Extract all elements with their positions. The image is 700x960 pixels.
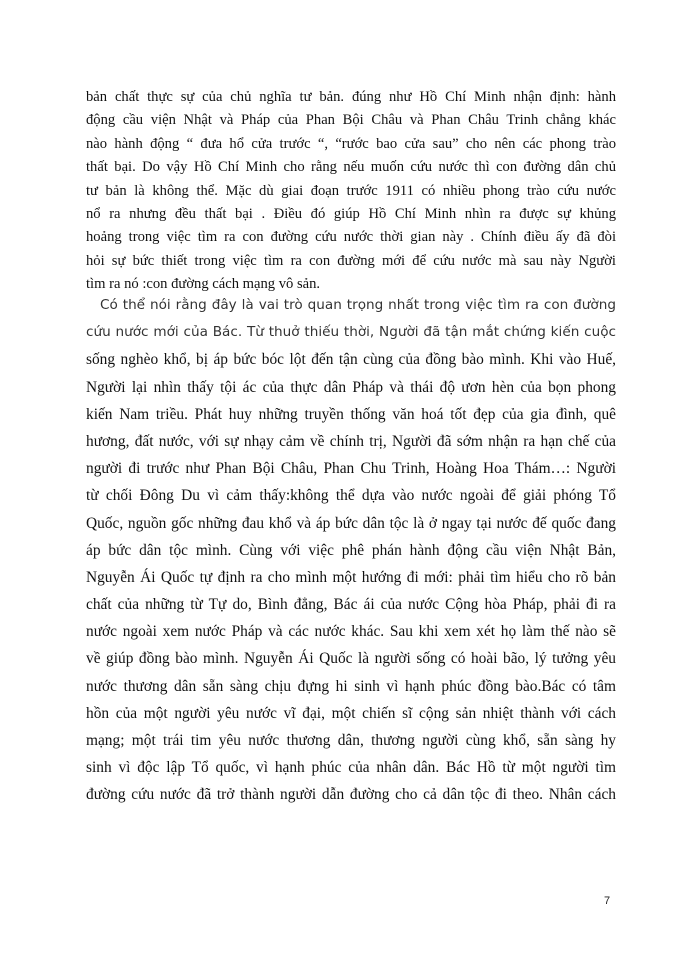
text-line: người đi trước như Phan Bội Châu, Phan Chu Trinh, Hoàng Hoa Thám…: Người [86,460,616,478]
text-line: tư bản là không thể. Mặc dù giai đoạn trước 1911 có nhiều phong trào cứu nước [86,182,616,199]
text-line: Người lại nhìn thấy tội ác của thực dân Pháp và thái độ ươn hèn của bọn phong [86,378,616,396]
text-line: nổ ra nhưng đều thất bại . Điều đó giúp Hồ Chí Minh nhìn ra được sự khủng [86,205,616,222]
text-line: Quốc, nguồn gốc những đau khổ và áp bức dân tộc là ở ngay tại nước đế quốc đang [86,514,616,532]
text-line: từ chối Đông Du vì cảm thấy:không thể dựa vào nước ngoài để giải phóng Tổ [86,487,616,505]
text-line: sinh vì độc lập Tổ quốc, vì hạnh phúc của nhân dân. Bác Hồ từ một người tìm [86,759,616,777]
paragraph-2 [86,292,616,809]
text-line: hồn của một người yêu nước vĩ đại, một chiến sĩ cộng sản nhiệt thành với cách [86,704,616,722]
text-line: động cầu viện Nhật và Pháp của Phan Bội Châu và Phan Châu Trinh chẳng khác [86,112,616,129]
text-line: mạng; một trái tim yêu nước thương dân, thương người cùng khổ, sẵn sàng hy [86,732,616,749]
page-number: 7 [604,895,611,907]
text-line: nào hành động “ đưa hổ cửa trước “, “rước bao cửa sau” cho nên các phong trào [86,135,616,152]
text-line: về giúp đồng bào mình. Nguyễn Ái Quốc là người sống có hoài bão, lý tưởng yêu [86,650,616,668]
text-line: sống nghèo khổ, bị áp bức bóc lột đến tận cùng của đồng bào mình. Khi vào Huế, [86,351,616,369]
text-line: hoảng trong việc tìm ra con đường cứu nước thời gian này . Chính điều ấy đã đòi [86,229,616,246]
text-line: thất bại. Do vậy Hồ Chí Minh cho rằng nếu muốn cứu nước thì con đường dân chủ [86,159,616,176]
text-line: đường cứu nước đã trở thành người dẫn đường cho cả dân tộc đi theo. Nhân cách [86,786,616,804]
text-line: Nguyễn Ái Quốc tự định ra cho mình một hướng đi mới: phải tìm hiểu cho rõ bản [86,568,616,586]
text-line: nước ngoài xem nước Pháp và các nước khác. Sau khi xem xét họ làm thế nào sẽ [86,623,616,641]
text-line: hương, đất nước, với sự nhạy cảm về chính trị, Người đã sớm nhận ra hạn chế của [86,432,616,450]
text-line: Có thể nói rằng đây là vai trò quan trọng nhất trong việc tìm ra con đường [100,297,616,313]
text-line: cứu nước mới của Bác. Từ thuở thiếu thời, Người đã tận mắt chứng kiến cuộc [86,324,616,341]
text-line: bản chất thực sự của chủ nghĩa tư bản. đúng như Hồ Chí Minh nhận định: hành [86,89,616,105]
text-line: chất của những từ Tự do, Bình đẳng, Bác ái của nước Cộng hòa Pháp, phải đi ra [86,596,616,614]
text-line: kiến Nam triều. Phát huy những truyền thống văn hoá tốt đẹp của gia đình, quê [86,405,616,423]
text-line: nước thương dân sẵn sàng chịu đựng hi sinh vì hạnh phúc đồng bào.Bác có tâm [86,677,616,695]
text-line: tìm ra nó :con đường cách mạng vô sản. [86,276,321,293]
text-line: hỏi sự bức thiết trong việc tìm ra con đường mới để cứu nước mà sau này Người [86,252,616,269]
text-line: áp bức dân tộc mình. Cùng với việc phê phán hành động cầu viện Nhật Bản, [86,541,616,559]
paragraph-1 [86,86,616,297]
